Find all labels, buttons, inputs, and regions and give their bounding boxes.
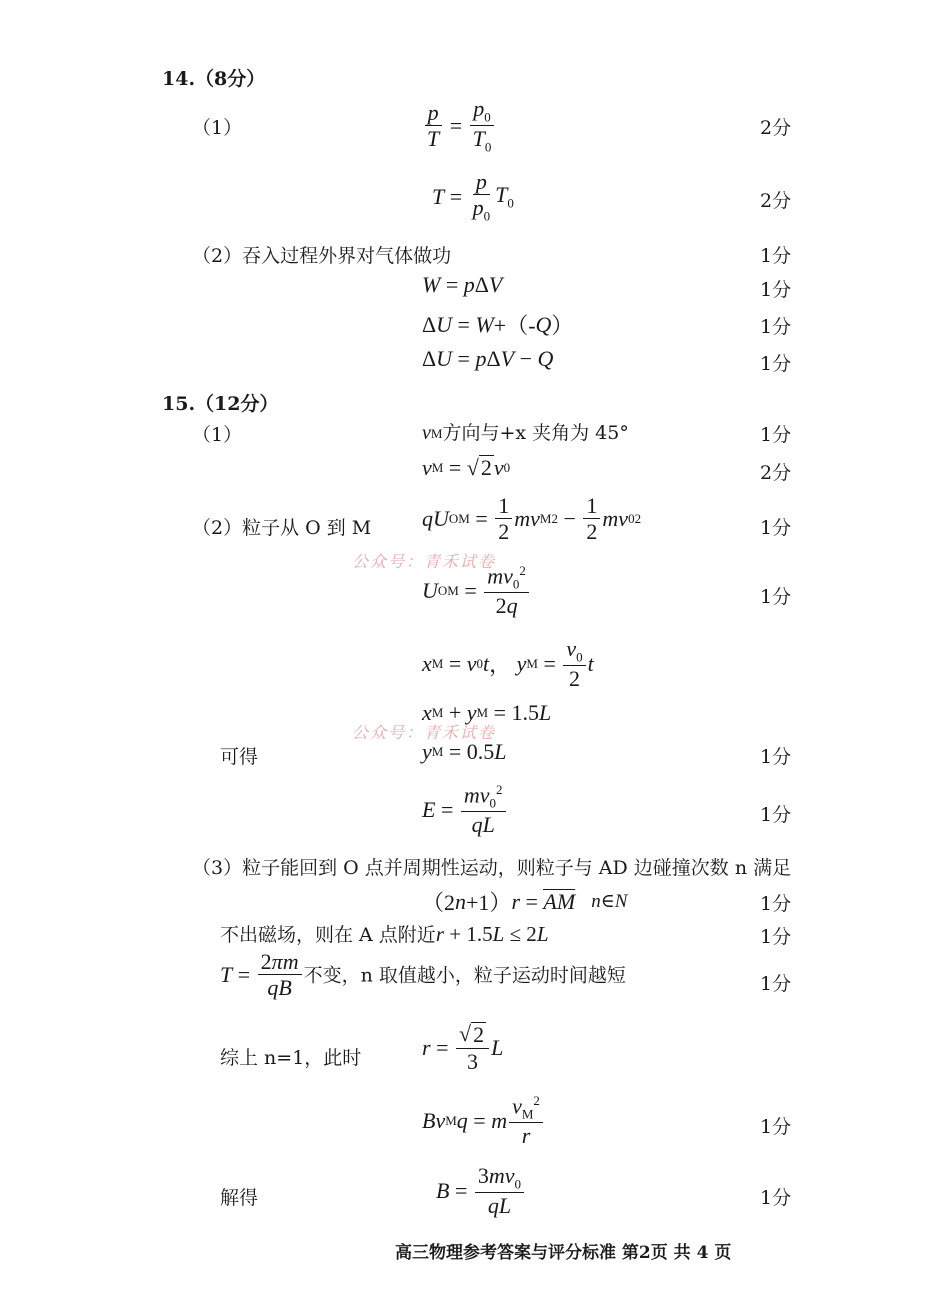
q15-jiede: 解得: [220, 1187, 259, 1209]
q15-boundary: 不出磁场，则在 A 点附近r + 1.5 L ≤ 2 L: [220, 922, 549, 946]
q15-eq-e: E = $\frac{mv_0^2}{qL}$: [422, 783, 508, 836]
q15-score-8: 1分: [760, 926, 792, 948]
q14-score-4: 1分: [760, 279, 792, 301]
q14-eq5: Δ U = p Δ V − Q: [422, 346, 554, 371]
q15-part2-label: （2）粒子从 O 到 M: [192, 517, 372, 539]
q15-part1-label: （1）: [192, 424, 243, 446]
q14-header: 14.（8分）: [162, 68, 266, 90]
q15-score-2: 2分: [760, 462, 792, 484]
q15-n-condition: n∈N: [591, 891, 628, 912]
q14-score-6: 1分: [760, 353, 792, 375]
q15-eq-uom: U OM = $\frac{mv_0^2}{2q}$: [422, 564, 531, 617]
q15-score-10: 1分: [760, 1116, 792, 1138]
q15-score-7: 1分: [760, 893, 792, 915]
q14-score-2: 2分: [760, 190, 792, 212]
q14-eq4: Δ U = W +（- Q ）: [422, 311, 574, 338]
q14-score-1: 2分: [760, 117, 792, 139]
q14-part2-text: （2）吞入过程外界对气体做功: [192, 245, 452, 267]
q15-eq-ym: y M = 0.5 L: [422, 739, 507, 764]
q15-period: T = $\frac{2\pi m}{qB}$ 不变，n 取值越小，粒子运动时间越短: [220, 949, 626, 1001]
q15-boundary-text: 不出磁场，则在 A 点附近: [220, 924, 436, 946]
q15-part3-text: （3）粒子能回到 O 点并周期性运动，则粒子与 AD 边碰撞次数 n 满足: [192, 857, 792, 879]
q15-score-1: 1分: [760, 424, 792, 446]
q15-eq-n: （2 n +1） r = AM n∈N: [422, 888, 628, 915]
q14-eq3: W = p Δ V: [422, 272, 503, 297]
q15-score-9: 1分: [760, 973, 792, 995]
q15-period-text: 不变，n 取值越小，粒子运动时间越短: [303, 964, 626, 987]
q15-header: 15.（12分）: [162, 393, 279, 415]
q15-vm-direction: v M 方向与+x 夹角为 45°: [422, 422, 629, 444]
q15-score-11: 1分: [760, 1187, 792, 1209]
q15-vm-direction-text: 方向与+x 夹角为 45°: [442, 422, 629, 444]
q14-eq1: $\frac{p}{T}$ = $\frac{p_0}{T_0}$: [422, 97, 496, 154]
q15-eq-vm: v M = √ 2 v 0: [422, 455, 511, 480]
q15-score-6: 1分: [760, 804, 792, 826]
q15-score-5: 1分: [760, 746, 792, 768]
q15-eq-sum: x M + y M = 1.5 L: [422, 700, 552, 725]
q14-score-3: 1分: [760, 245, 792, 267]
watermark-2: 公众号：青禾试卷: [352, 723, 497, 742]
page-footer: 高三物理参考答案与评分标准 第2页 共 4 页: [395, 1243, 732, 1263]
q15-score-4: 1分: [760, 586, 792, 608]
q15-kede: 可得: [220, 746, 259, 768]
q15-eq-lorentz: Bv M q = m $\frac{v_M^2}{r}$: [422, 1094, 545, 1147]
watermark-1: 公众号：青禾试卷: [352, 552, 497, 571]
q15-eq-energy: qU OM = $\frac{1}{2}$ mv M 2 − $\frac{1}{2}$ mv 0 2: [422, 493, 642, 545]
q15-eq-xy: x M = v 0 t ， y M = $\frac{v_0}{2}$ t: [422, 636, 594, 692]
q15-eq-r: r = √ 2 3 L: [422, 1021, 504, 1075]
q14-score-5: 1分: [760, 316, 792, 338]
q15-eq-b: B = $\frac{3mv_0}{qL}$: [436, 1164, 526, 1217]
q14-eq2: T = $\frac{p}{p_0}$ $T_0$: [432, 169, 514, 224]
q15-summary-text: 综上 n=1，此时: [220, 1047, 362, 1069]
q15-score-3: 1分: [760, 517, 792, 539]
q14-part1-label: （1）: [192, 117, 243, 139]
